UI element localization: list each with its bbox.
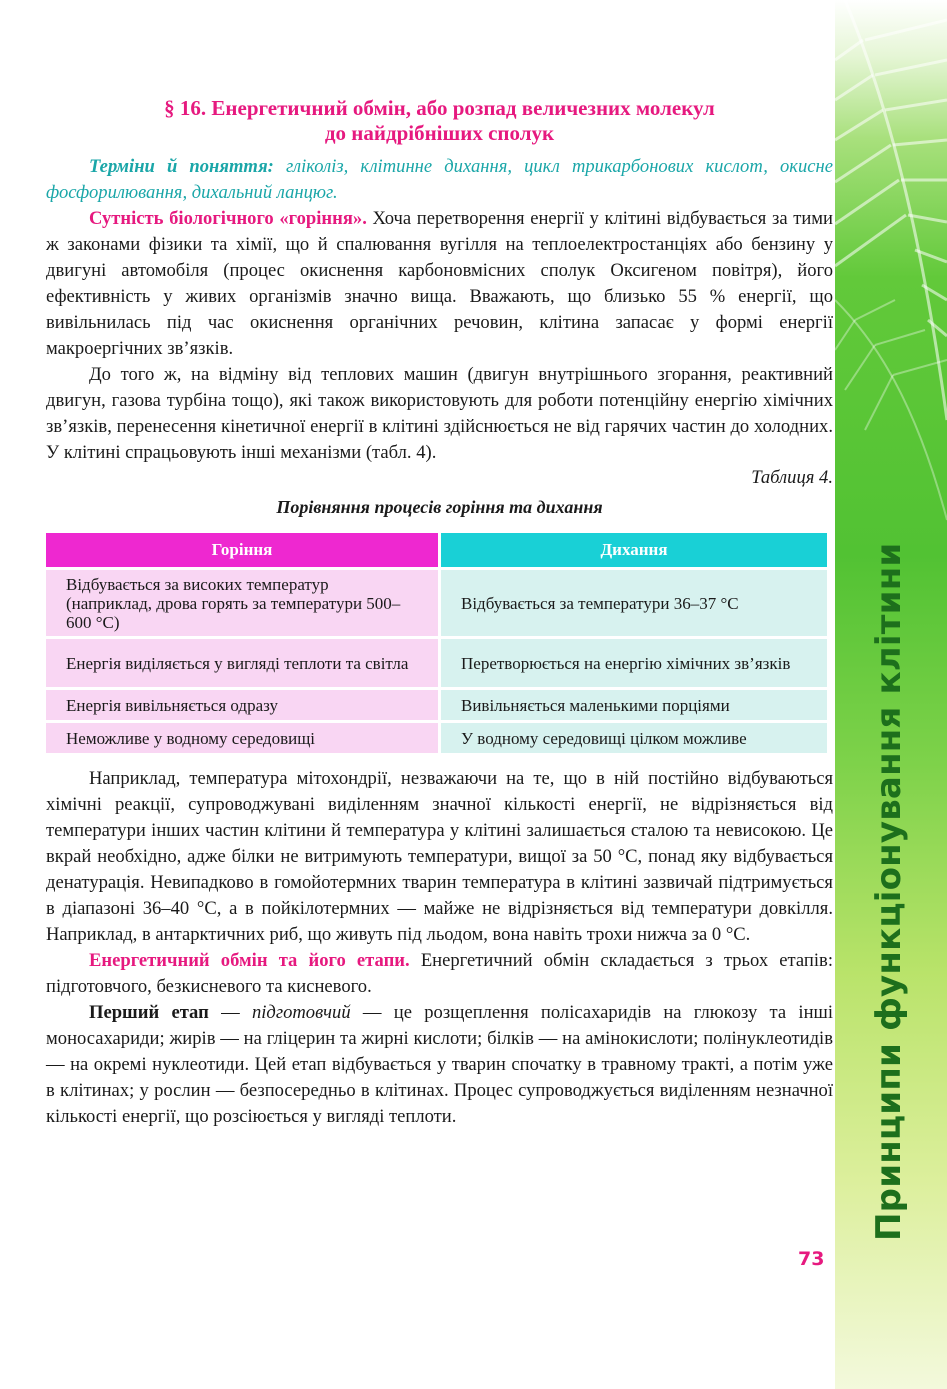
- table-cell: Енергія виділяється у вигляді теплоти та світла: [46, 639, 438, 687]
- table-cell: Неможливе у водному середовищі: [46, 723, 438, 753]
- table-header-respiration: Дихання: [441, 533, 827, 567]
- table-cell: Перетворюється на енергію хімічних зв’язків: [441, 639, 827, 687]
- table-row: [46, 723, 827, 753]
- table-row: [46, 639, 827, 687]
- paragraph-lead: Сутність біологічного «горіння».: [89, 208, 367, 229]
- table-cell: Відбувається за температури 36–37 °C: [441, 570, 827, 636]
- section-heading: § 16. Енергетичний обмін, або розпад величезних молекул до найдрібніших сполук: [164, 96, 715, 145]
- paragraph-first-stage: Перший етап — підготовчий — це розщеплення полісахаридів на глюкозу та інші моносахариди; жирів — на гліцерин та жирні кислоти; білків — на амінокислоти; полінуклеотидів — на окремі нуклеотиди. Цей етап відбувається у тварин спочатку в травному тракті, а потім уже в клітинах; у рослин — безпосередньо в клітинах. Процес супроводжується виділенням незначної кількості енергії, що розсіюється у вигляді теплоти.: [46, 1002, 834, 1127]
- comparison-table: [43, 530, 830, 756]
- terms-paragraph: [46, 154, 833, 206]
- terms-text: гліколіз, клітинне дихання, цикл трикарбонових кислот, окисне фосфорилювання, дихальний ланцюг.: [46, 156, 833, 203]
- paragraph-lead: Енергетичний обмін та його етапи.: [89, 950, 410, 971]
- table-header-burning: Горіння: [46, 533, 438, 567]
- table-row: [46, 690, 827, 720]
- table-cell: Енергія вивільняється одразу: [46, 690, 438, 720]
- table-cell: Відбувається за високих температур (наприклад, дрова горять за температури 500–600 °C): [46, 570, 438, 636]
- page-number: 73: [798, 1248, 825, 1270]
- paragraph-essence: Сутність біологічного «горіння». Хоча перетворення енергії у клітині відбувається за тими ж законами фізики та хімії, що й спалювання вугілля на теплоелектростанціях або бензину у двигуні автомобіля (процес окиснення карбоновмісних сполук Оксигеном повітря), його ефективність у живих організмів значно вища. Вважають, що близько 55 % енергії, що вивільнилась під час окиснення органічних речовин, клітина запасає у формі енергії макроергічних зв’язків.: [46, 208, 833, 359]
- table-title: Порівняння процесів горіння та дихання: [276, 497, 603, 517]
- paragraph-heat-engines: До того ж, на відміну від теплових машин (двигун внутрішнього згорання, реактивний двигун, газова турбіна тощо), які також використовують для роботи потенційну енергію хімічних зв’язків, перенесення кінетичної енергії в клітині здійснюється не від гарячих частин до холодних. У клітині спрацьовують інші механізми (табл. 4).: [46, 364, 833, 463]
- table-cell: Вивільняється маленькими порціями: [441, 690, 827, 720]
- paragraph-stages: Енергетичний обмін та його етапи. Енергетичний обмін складається з трьох етапів: підготовчого, безкисневого та кисневого.: [46, 950, 833, 997]
- page-content: [46, 96, 833, 1130]
- table-number: Таблиця 4.: [751, 467, 833, 488]
- chapter-title: Принципи функціонування клітини: [869, 542, 909, 1241]
- terms-label: Терміни й поняття:: [89, 156, 274, 177]
- table-cell: У водному середовищі цілком можливе: [441, 723, 827, 753]
- paragraph-mitochondria: Наприклад, температура мітохондрії, незважаючи на те, що в ній постійно відбуваються хімічні реакції, супроводжувані виділенням значної кількості енергії, не відрізняється від температури інших частин клітини й температура у клітині залишається сталою та невисокою. Це вкрай необхідно, адже білки не витримують температури, вищої за 50 °C, понад яку відбувається денатурація. Невипадково в гомойотермних тварин температура в клітині зазвичай підтримується в діапазоні 36–40 °C, а в пойкілотермних — майже не відрізняється від температури довкілля. Наприклад, в антарктичних риб, що живуть під льодом, вона навіть трохи нижча за 0 °C.: [46, 768, 833, 945]
- chapter-sidebar: [835, 0, 947, 1389]
- paragraph-lead: Перший етап: [89, 1002, 209, 1023]
- table-row: [46, 570, 827, 636]
